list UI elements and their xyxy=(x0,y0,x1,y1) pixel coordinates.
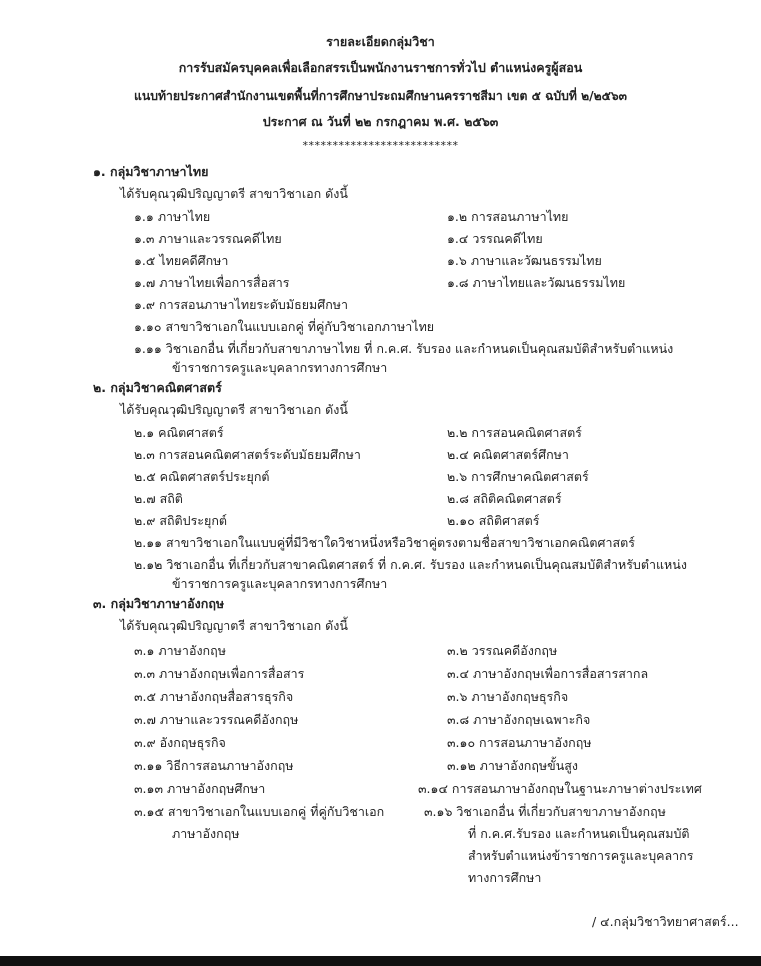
star-divider: ************************** xyxy=(302,139,459,152)
list-item: ๓.๖ ภาษาอังกฤษธุรกิจ xyxy=(447,689,569,704)
list-item: ๑.๑ ภาษาไทย xyxy=(134,209,211,224)
list-item: ๓.๙ อังกฤษธุรกิจ xyxy=(134,735,226,750)
doc-announce-date: ประกาศ ณ วันที่ ๒๒ กรกฎาคม พ.ศ. ๒๕๖๓ xyxy=(262,114,499,129)
list-item: ๒.๓ การสอนคณิตศาสตร์ระดับมัธยมศึกษา xyxy=(134,447,361,462)
list-item: ๓.๑๖ วิชาเอกอื่น ที่เกี่ยวกับสาขาภาษาอังกฤษ xyxy=(424,804,666,819)
doc-attachment-line: แนบท้ายประกาศสำนักงานเขตพื้นที่การศึกษาประถมศึกษานครราชสีมา เขต ๕ ฉบับที่ ๒/๒๕๖๓ xyxy=(134,89,627,103)
list-item: ๑.๒ การสอนภาษาไทย xyxy=(447,209,569,224)
group-title: ๓. กลุ่มวิชาภาษาอังกฤษ xyxy=(93,596,225,611)
list-item: ๒.๒ การสอนคณิตศาสตร์ xyxy=(447,425,582,440)
list-item: ๓.๗ ภาษาและวรรณคดีอังกฤษ xyxy=(134,712,299,727)
list-item: ๓.๕ ภาษาอังกฤษสื่อสารธุรกิจ xyxy=(134,689,294,704)
group-intro: ได้รับคุณวุฒิปริญญาตรี สาขาวิชาเอก ดังนี้ xyxy=(120,402,348,417)
group-title: ๑. กลุ่มวิชาภาษาไทย xyxy=(93,164,209,179)
list-item-continuation: ทางการศึกษา xyxy=(468,870,542,885)
list-item-continuation: ที่ ก.ค.ศ.รับรอง และกำหนดเป็นคุณสมบัติ xyxy=(468,826,690,841)
list-item: ๑.๔ วรรณคดีไทย xyxy=(447,231,543,246)
list-item: ๓.๑๔ การสอนภาษาอังกฤษในฐานะภาษาต่างประเทศ xyxy=(418,781,702,796)
list-item: ๑.๘ ภาษาไทยและวัฒนธรรมไทย xyxy=(447,275,626,290)
list-item: ๒.๑ คณิตศาสตร์ xyxy=(134,425,224,440)
doc-title: รายละเอียดกลุ่มวิชา xyxy=(326,34,435,49)
list-item: ๑.๓ ภาษาและวรรณคดีไทย xyxy=(134,231,282,246)
list-item: ๒.๗ สถิติ xyxy=(134,491,183,506)
list-item: ๓.๑๒ ภาษาอังกฤษขั้นสูง xyxy=(447,758,578,773)
list-item: ๑.๑๑ วิชาเอกอื่น ที่เกี่ยวกับสาขาภาษาไทย ที่ ก.ค.ศ. รับรอง และกำหนดเป็นคุณสมบัติสำหรับตำแหน่ง xyxy=(134,341,674,356)
list-item: ๓.๘ ภาษาอังกฤษเฉพาะกิจ xyxy=(447,712,591,727)
group-intro: ได้รับคุณวุฒิปริญญาตรี สาขาวิชาเอก ดังนี้ xyxy=(120,618,348,633)
list-item: ๓.๑ ภาษาอังกฤษ xyxy=(134,643,226,658)
list-item-continuation: ข้าราชการครูและบุคลากรทางการศึกษา xyxy=(172,360,388,375)
list-item-continuation: ข้าราชการครูและบุคลากรทางการศึกษา xyxy=(172,576,388,591)
list-item: ๓.๑๑ วิธีการสอนภาษาอังกฤษ xyxy=(134,758,294,773)
list-item: ๓.๔ ภาษาอังกฤษเพื่อการสื่อสารสากล xyxy=(447,666,649,681)
doc-subtitle: การรับสมัครบุคคลเพื่อเลือกสรรเป็นพนักงานราชการทั่วไป ตำแหน่งครูผู้สอน xyxy=(178,60,583,75)
list-item-continuation: ภาษาอังกฤษ xyxy=(172,826,240,841)
list-item: ๒.๑๒ วิชาเอกอื่น ที่เกี่ยวกับสาขาคณิตศาสตร์ ที่ ก.ค.ศ. รับรอง และกำหนดเป็นคุณสมบัติสำหรับตำแหน่ง xyxy=(134,557,687,572)
list-item: ๑.๖ ภาษาและวัฒนธรรมไทย xyxy=(447,253,602,268)
list-item: ๓.๒ วรรณคดีอังกฤษ xyxy=(447,643,558,658)
list-item: ๒.๑๑ สาขาวิชาเอกในแบบคู่ที่มีวิชาใดวิชาหนึ่งหรือวิชาคู่ตรงตามชื่อสาขาวิชาเอกคณิตศาสตร์ xyxy=(134,535,635,550)
group-title: ๒. กลุ่มวิชาคณิตศาสตร์ xyxy=(93,380,222,395)
group-intro: ได้รับคุณวุฒิปริญญาตรี สาขาวิชาเอก ดังนี้ xyxy=(120,186,348,201)
list-item: ๒.๘ สถิติคณิตศาสตร์ xyxy=(447,491,562,506)
list-item: ๒.๔ คณิตศาสตร์ศึกษา xyxy=(447,447,569,462)
list-item: ๒.๕ คณิตศาสตร์ประยุกต์ xyxy=(134,469,270,484)
list-item: ๒.๑๐ สถิติศาสตร์ xyxy=(447,513,540,528)
list-item: ๑.๙ การสอนภาษาไทยระดับมัธยมศึกษา xyxy=(134,297,349,312)
list-item-continuation: สำหรับตำแหน่งข้าราชการครูและบุคลากร xyxy=(468,848,694,863)
list-item: ๑.๑๐ สาขาวิชาเอกในแบบเอกคู่ ที่คู่กับวิชาเอกภาษาไทย xyxy=(134,319,435,334)
list-item: ๒.๙ สถิติประยุกต์ xyxy=(134,513,228,528)
list-item: ๑.๕ ไทยคดีศึกษา xyxy=(134,253,229,268)
bottom-edge-bar xyxy=(0,956,761,966)
list-item: ๓.๑๓ ภาษาอังกฤษศึกษา xyxy=(134,781,266,796)
list-item: ๑.๗ ภาษาไทยเพื่อการสื่อสาร xyxy=(134,275,290,290)
list-item: ๓.๑๐ การสอนภาษาอังกฤษ xyxy=(447,735,592,750)
list-item: ๒.๖ การศึกษาคณิตศาสตร์ xyxy=(447,469,589,484)
list-item: ๓.๓ ภาษาอังกฤษเพื่อการสื่อสาร xyxy=(134,666,305,681)
list-item: ๓.๑๕ สาขาวิชาเอกในแบบเอกคู่ ที่คู่กับวิชาเอก xyxy=(134,804,385,819)
next-page-note: / ๔.กลุ่มวิชาวิทยาศาสตร์... xyxy=(592,914,739,929)
